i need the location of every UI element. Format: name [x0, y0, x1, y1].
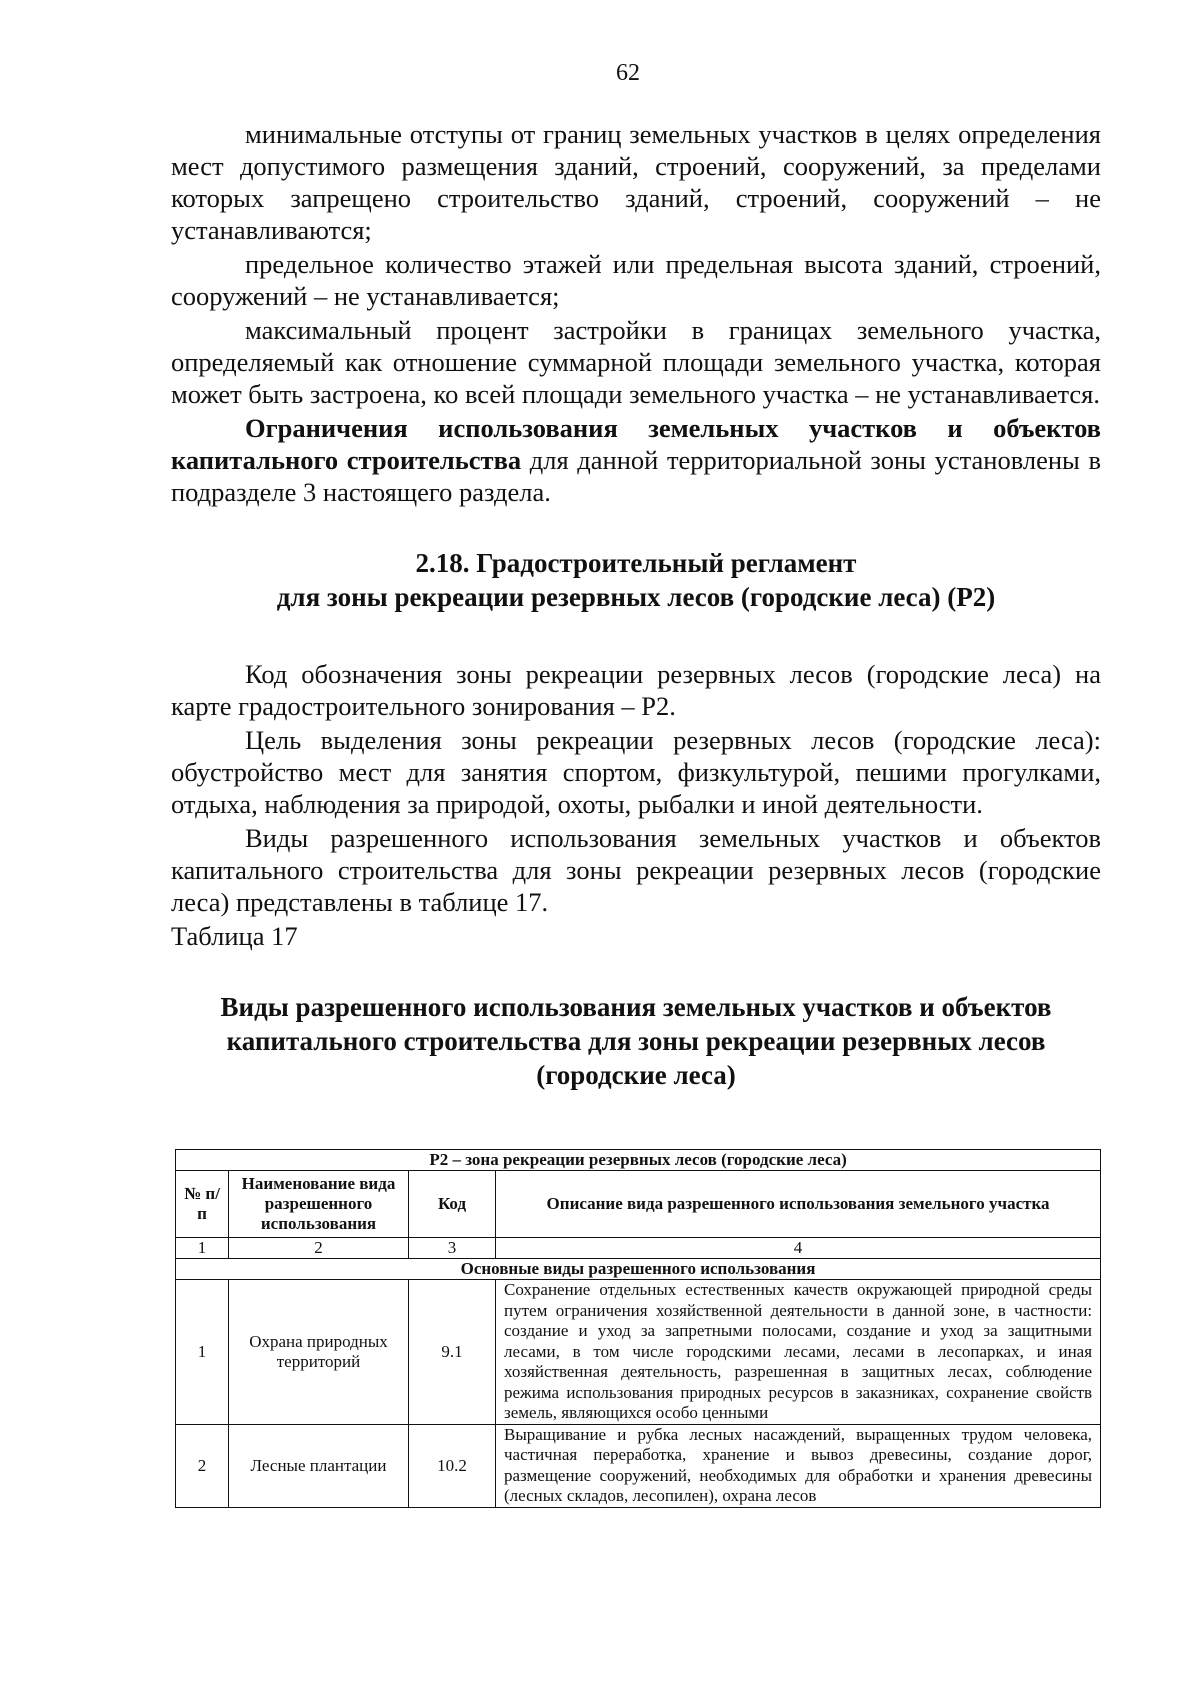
page-number: 62 — [616, 60, 640, 86]
col-number: 1 — [176, 1238, 229, 1259]
section-heading — [171, 546, 1101, 614]
paragraph-coverage: максимальный процент застройки в границах земельного участка, определяемый как отношение суммарной площади земельного участка, которая может быть застроена, ко всей площади земельного участка – не устанавливается. — [171, 315, 1101, 409]
row-name-cell: Охрана природных территорий — [229, 1280, 409, 1425]
row-num-cell: 1 — [176, 1280, 229, 1425]
usage-table — [175, 1149, 1101, 1508]
row-code-cell: 9.1 — [409, 1280, 496, 1425]
table-title — [171, 990, 1101, 1092]
paragraph-zone-purpose: Цель выделения зоны рекреации резервных лесов (городские леса): обустройство мест для занятия спортом, физкультурой, пешими прогулками, отдыха, наблюдения за природой, охоты, рыбалки и иной деятельности. — [171, 725, 1101, 819]
group-row — [176, 1259, 1101, 1280]
row-description-cell: Выращивание и рубка лесных насаждений, выращенных трудом человека, частичная переработка, хранение и вывоз древесины, создание дорог, размещение сооружений, необходимых для обработки и хранения древесины (лесных складов, лесопилен), охрана лесов — [496, 1424, 1101, 1507]
restrictions-bold: Ограничения использования земельных участков и объектов капитального строительства — [171, 413, 1101, 475]
col-header-name: Наименование вида разрешенного использования — [229, 1171, 409, 1238]
paragraph-floors: предельное количество этажей или предельная высота зданий, строений, сооружений – не устанавливается; — [171, 249, 1101, 311]
row-description-cell: Сохранение отдельных естественных качеств окружающей природной среды путем ограничения хозяйственной деятельности в данной зоне, в частности: создание и уход за запретными полосами, создание и уход за защитными лесами, в том числе городскими лесами, лесами в лесопарках, и иная хозяйственная деятельность, разрешенная в защитных лесах, соблюдение режима использования природных ресурсов в заказниках, сохранение свойств земель, являющихся особо ценными — [496, 1280, 1101, 1425]
row-code-cell: 10.2 — [409, 1424, 496, 1507]
document-body — [171, 118, 1101, 1092]
row-num-cell: 2 — [176, 1424, 229, 1507]
column-number-row — [176, 1238, 1101, 1259]
section-title-line1: 2.18. Градостроительный регламент — [415, 548, 857, 578]
col-header-description: Описание вида разрешенного использования земельного участка — [496, 1171, 1101, 1238]
col-header-num: № п/п — [176, 1171, 229, 1238]
restrictions-rest: для данной территориальной зоны установлены в подразделе 3 настоящего раздела. — [171, 445, 1101, 507]
col-number: 4 — [496, 1238, 1101, 1259]
table-caption: Таблица 17 — [171, 921, 298, 951]
group-title-cell: Основные виды разрешенного использования — [176, 1259, 1101, 1280]
paragraph-zone-code: Код обозначения зоны рекреации резервных лесов (городские леса) на карте градостроительного зонирования – Р2. — [171, 659, 1101, 721]
paragraph-setbacks: минимальные отступы от границ земельных участков в целях определения мест допустимого размещения зданий, строений, сооружений, за пределами которых запрещено строительство зданий, строений, сооружений – не устанавливаются; — [171, 119, 1101, 245]
zone-header-row — [176, 1150, 1101, 1171]
section-title-line2: для зоны рекреации резервных лесов (городские леса) (Р2) — [276, 582, 996, 612]
paragraph-restrictions — [171, 412, 1101, 508]
zone-header-cell: Р2 – зона рекреации резервных лесов (городские леса) — [176, 1150, 1101, 1171]
row-name-cell: Лесные плантации — [229, 1424, 409, 1507]
table-title-line3: (городские леса) — [536, 1060, 736, 1090]
column-header-row — [176, 1171, 1101, 1238]
col-number: 3 — [409, 1238, 496, 1259]
paragraph-usage-types: Виды разрешенного использования земельных участков и объектов капитального строительства для зоны рекреации резервных лесов (городские леса) представлены в таблице 17. — [171, 823, 1101, 917]
table-title-line2: капитального строительства для зоны рекреации резервных лесов — [226, 1026, 1046, 1056]
table-row — [176, 1280, 1101, 1425]
col-header-code: Код — [409, 1171, 496, 1238]
table-title-line1: Виды разрешенного использования земельных участков и объектов — [220, 992, 1052, 1022]
col-number: 2 — [229, 1238, 409, 1259]
table-row — [176, 1424, 1101, 1507]
